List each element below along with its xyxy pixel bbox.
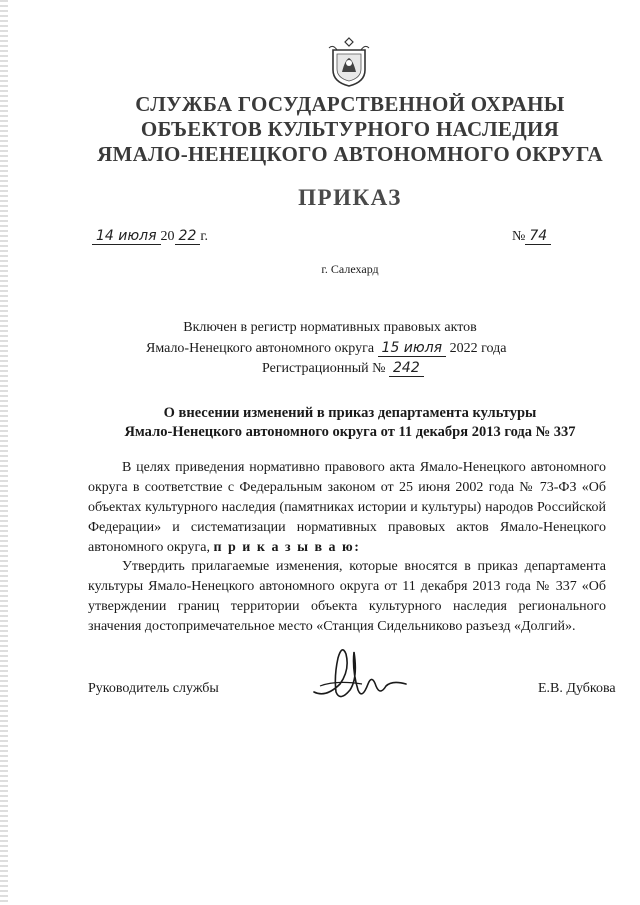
document-title: ПРИКАЗ [298, 185, 402, 210]
paragraph-order: Утвердить прилагаемые изменения, которые вносятся в приказ департамента культуры Ямало-Ненецкого автономного округа от 11 декабря 2013 года № 337 «Об утверждении границ территории объекта культурного наследия регионального значения достопримечательное место «Станция Сидельниково разъезд «Долгий». [88, 559, 606, 634]
preamble-text: В целях приведения нормативно правового акта Ямало-Ненецкого автономного округа в соответствие с Федеральным законом от 25 июня 2002 года № 73-ФЗ «Об объектах культурного наследия (памятниках истории и культуры) народов Российской Федерации» и систематизации нормативных правовых актов Ямало-Ненецкого автономного округа, [88, 460, 606, 555]
signature [306, 640, 416, 710]
signer-name: Е.В. Дубкова [538, 681, 616, 696]
order-number [512, 228, 551, 245]
registration-number-handwritten: 242 [389, 360, 424, 377]
coat-of-arms-icon [327, 36, 371, 88]
registration-date-handwritten: 15 июля [378, 340, 447, 357]
year-prefix: 20 [160, 229, 175, 244]
registration-line3-text: Регистрационный № [262, 361, 386, 376]
registration-line2-text: Ямало-Ненецкого автономного округа [146, 341, 375, 356]
registration-year: 2022 года [449, 341, 507, 356]
paragraph-preamble [88, 458, 606, 558]
registration-line3 [262, 358, 640, 379]
year-suffix: г. [200, 229, 209, 244]
org-name-line2: ОБЪЕКТОВ КУЛЬТУРНОГО НАСЛЕДИЯ [140, 117, 560, 141]
order-date [92, 228, 208, 245]
city: г. Салехард [321, 262, 379, 276]
subject-line1: О внесении изменений в приказ департамента культуры [163, 405, 537, 421]
order-word: п р и к а з ы в а ю: [213, 540, 361, 555]
org-name-line3: ЯМАЛО-НЕНЕЦКОГО АВТОНОМНОГО ОКРУГА [97, 142, 603, 166]
number-handwritten: 74 [525, 228, 551, 245]
registration-line2 [146, 338, 606, 359]
scan-edge [0, 0, 8, 905]
registration-line1: Включен в регистр нормативных правовых актов [183, 320, 477, 335]
year-handwritten: 22 [175, 228, 201, 245]
org-name-line1: СЛУЖБА ГОСУДАРСТВЕННОЙ ОХРАНЫ [135, 92, 565, 116]
subject-line2: Ямало-Ненецкого автономного округа от 11 декабря 2013 года № 337 [124, 424, 576, 440]
number-prefix: № [512, 229, 526, 244]
signer-position: Руководитель службы [88, 681, 219, 696]
date-handwritten: 14 июля [92, 228, 161, 245]
